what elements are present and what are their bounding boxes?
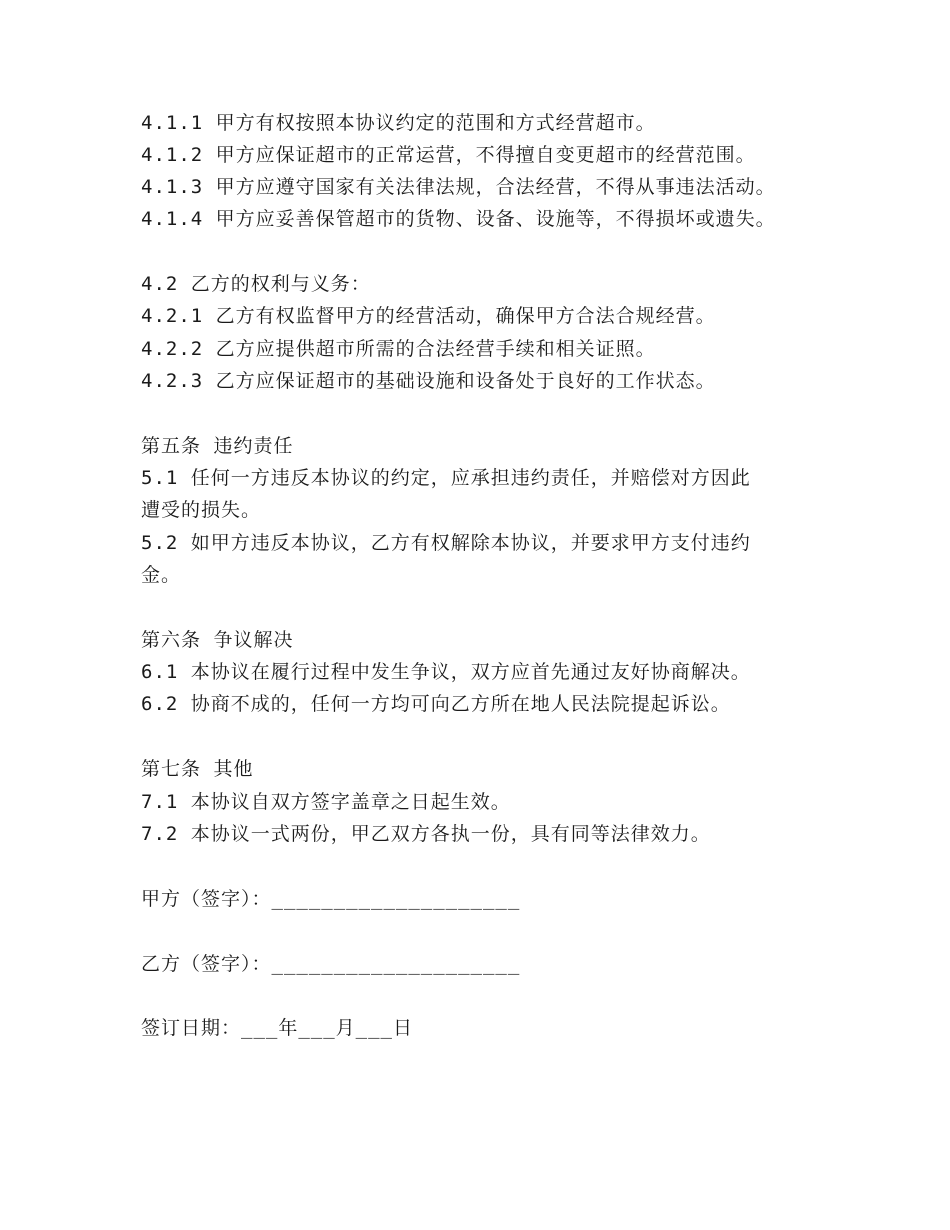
clause-4-1-2: 4.1.2 甲方应保证超市的正常运营，不得擅自变更超市的经营范围。 (141, 144, 756, 166)
article-7-title: 第七条 其他 (141, 758, 254, 780)
article-5-title: 第五条 违约责任 (141, 435, 294, 457)
clause-4-2-2: 4.2.2 乙方应提供超市所需的合法经营手续和相关证照。 (141, 338, 656, 360)
signing-date-line: 签订日期：___年___月___日 (141, 1017, 413, 1039)
clause-4-2-1: 4.2.1 乙方有权监督甲方的经营活动，确保甲方合法合规经营。 (141, 305, 716, 327)
party-b-signature-line: 乙方（签字）：____________________ (141, 953, 521, 975)
article-6-title: 第六条 争议解决 (141, 629, 294, 651)
clause-4-1-3: 4.1.3 甲方应遵守国家有关法律法规，合法经营，不得从事违法活动。 (141, 176, 776, 198)
clause-5-2-line-2: 金。 (141, 564, 182, 586)
section-4-2-heading: 4.2 乙方的权利与义务： (141, 273, 371, 295)
party-a-signature-line: 甲方（签字）：____________________ (141, 888, 521, 910)
clause-6-2: 6.2 协商不成的，任何一方均可向乙方所在地人民法院提起诉讼。 (141, 693, 731, 715)
clause-4-1-1: 4.1.1 甲方有权按照本协议约定的范围和方式经营超市。 (141, 112, 656, 134)
clause-5-1-line-2: 遭受的损失。 (141, 499, 262, 521)
clause-4-2-3: 4.2.3 乙方应保证超市的基础设施和设备处于良好的工作状态。 (141, 370, 716, 392)
clause-5-2-line-1: 5.2 如甲方违反本协议，乙方有权解除本协议，并要求甲方支付违约 (141, 532, 751, 554)
clause-7-1: 7.1 本协议自双方签字盖章之日起生效。 (141, 791, 511, 813)
clause-6-1: 6.1 本协议在履行过程中发生争议，双方应首先通过友好协商解决。 (141, 661, 751, 683)
clause-4-1-4: 4.1.4 甲方应妥善保管超市的货物、设备、设施等，不得损坏或遗失。 (141, 208, 776, 230)
clause-7-2: 7.2 本协议一式两份，甲乙双方各执一份，具有同等法律效力。 (141, 823, 711, 845)
clause-5-1-line-1: 5.1 任何一方违反本协议的约定，应承担违约责任，并赔偿对方因此 (141, 467, 751, 489)
